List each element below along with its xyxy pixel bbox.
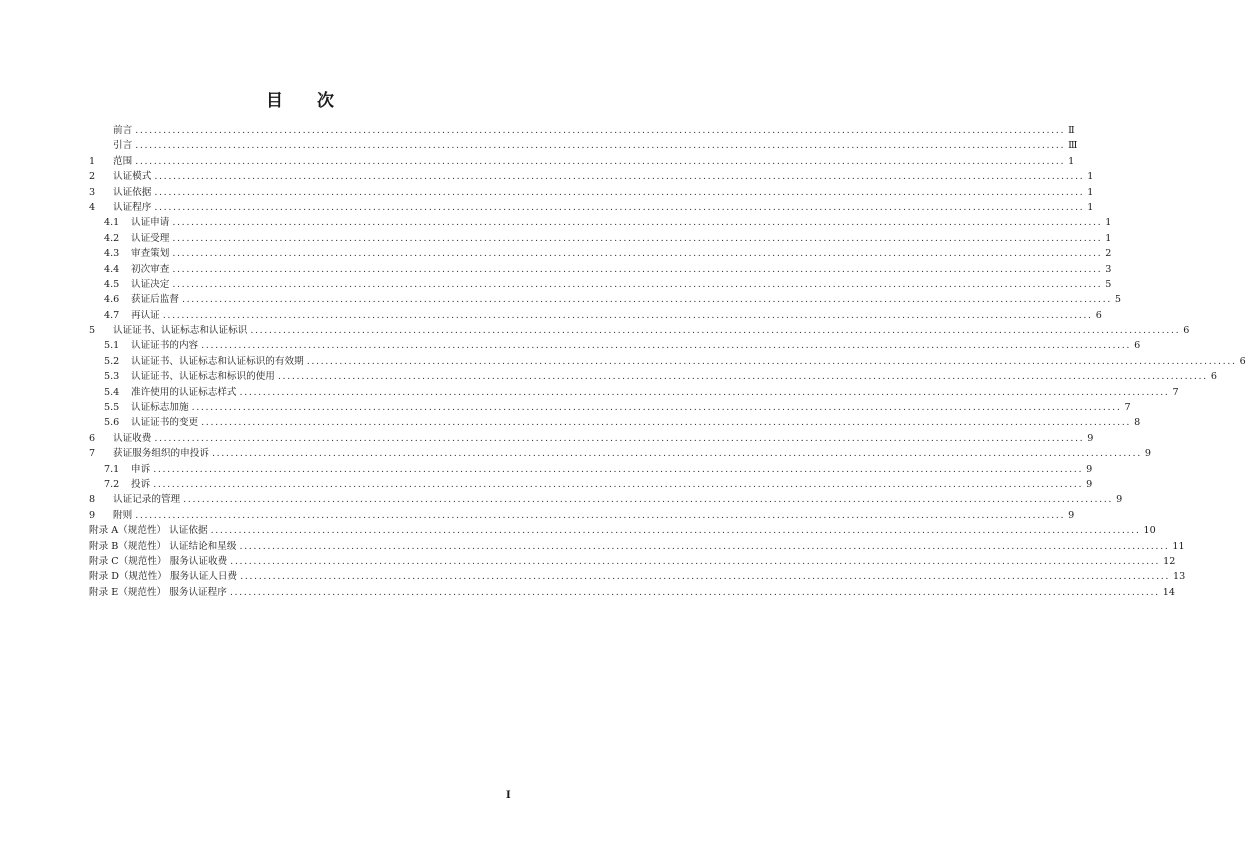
toc-dot-leader: ........................................................................................................................................................................................................ bbox=[211, 448, 1142, 460]
toc-entry[interactable] bbox=[89, 523, 1156, 538]
toc-entry-number: 4.5 bbox=[104, 278, 120, 290]
toc-dot-leader: ........................................................................................................................................................................................................ bbox=[172, 263, 1103, 275]
toc-entry-label: 审查策划 bbox=[131, 248, 170, 260]
toc-entry-number: 5.1 bbox=[104, 340, 120, 352]
toc-entry-page: 6 bbox=[1183, 325, 1190, 337]
toc-entry[interactable] bbox=[89, 539, 1185, 554]
toc-dot-leader: ........................................................................................................................................................................................................ bbox=[172, 248, 1103, 260]
toc-entry[interactable] bbox=[89, 154, 1075, 169]
toc-entry-label: 投诉 bbox=[131, 478, 151, 490]
toc-entry-page: 6 bbox=[1134, 340, 1141, 352]
toc-entry[interactable] bbox=[89, 569, 1186, 584]
toc-entry-page: 13 bbox=[1173, 571, 1186, 583]
toc-entry[interactable] bbox=[89, 446, 1151, 461]
toc-entry-label: 认证依据 bbox=[113, 186, 152, 198]
toc-entry-number: 3 bbox=[89, 186, 96, 198]
toc-entry[interactable] bbox=[89, 231, 1112, 246]
toc-entry[interactable] bbox=[89, 385, 1179, 400]
toc-entry-page: 9 bbox=[1116, 494, 1123, 506]
toc-dot-leader: ........................................................................................................................................................................................................ bbox=[240, 571, 1171, 583]
toc-entry[interactable] bbox=[89, 462, 1093, 477]
toc-entry-label: 认证模式 bbox=[113, 171, 152, 183]
toc-entry[interactable] bbox=[89, 338, 1141, 353]
toc-entry[interactable] bbox=[89, 123, 1075, 138]
toc-dot-leader: ........................................................................................................................................................................................................ bbox=[135, 124, 1066, 136]
toc-entry-page: 7 bbox=[1124, 402, 1131, 414]
toc-entry[interactable] bbox=[89, 277, 1112, 292]
toc-entry-page: 6 bbox=[1095, 309, 1102, 321]
toc-entry-label: 附录 D（规范性） 服务认证人日费 bbox=[89, 571, 238, 583]
toc-entry-page: 6 bbox=[1239, 355, 1246, 367]
toc-entry-label: 前言 bbox=[113, 124, 133, 136]
toc-dot-leader: ........................................................................................................................................................................................................ bbox=[201, 340, 1132, 352]
toc-entry-label: 再认证 bbox=[131, 309, 160, 321]
toc-entry[interactable] bbox=[89, 138, 1078, 153]
toc-entry-label: 获证服务组织的申投诉 bbox=[113, 448, 209, 460]
toc-entry-number: 7.1 bbox=[104, 463, 120, 475]
toc-entry-number: 9 bbox=[89, 509, 96, 521]
toc-entry[interactable] bbox=[89, 585, 1175, 600]
toc-entry-page: 1 bbox=[1105, 232, 1112, 244]
toc-entry-number: 5.5 bbox=[104, 402, 120, 414]
toc-entry-label: 准许使用的认证标志样式 bbox=[131, 386, 237, 398]
toc-entry-page: 11 bbox=[1172, 540, 1185, 552]
toc-entry[interactable] bbox=[89, 262, 1112, 277]
toc-entry-page: 9 bbox=[1086, 463, 1093, 475]
toc-entry-label: 认证程序 bbox=[113, 201, 152, 213]
toc-entry-number: 5 bbox=[89, 325, 96, 337]
toc-entry[interactable] bbox=[89, 400, 1131, 415]
toc-entry-page: 10 bbox=[1143, 525, 1156, 537]
toc-entry[interactable] bbox=[89, 308, 1102, 323]
toc-entry-number: 1 bbox=[89, 155, 96, 167]
toc-entry-number: 5.2 bbox=[104, 355, 120, 367]
toc-entry-number: 7.2 bbox=[104, 478, 120, 490]
toc-entry-number: 4.2 bbox=[104, 232, 120, 244]
toc-entry-label: 初次审查 bbox=[131, 263, 170, 275]
toc-entry-page: 8 bbox=[1134, 417, 1141, 429]
toc-entry-page: Ⅲ bbox=[1068, 140, 1078, 152]
toc-entry-label: 认证记录的管理 bbox=[113, 494, 181, 506]
toc-entry-page: 9 bbox=[1086, 478, 1093, 490]
toc-dot-leader: ........................................................................................................................................................................................................ bbox=[239, 540, 1170, 552]
page-title: 目 次 bbox=[266, 91, 348, 111]
toc-entry-number: 4 bbox=[89, 201, 96, 213]
toc-entry-page: Ⅱ bbox=[1068, 124, 1075, 136]
toc-entry-page: 3 bbox=[1105, 263, 1112, 275]
toc-dot-leader: ........................................................................................................................................................................................................ bbox=[183, 494, 1114, 506]
toc-dot-leader: ........................................................................................................................................................................................................ bbox=[154, 186, 1085, 198]
toc-entry[interactable] bbox=[89, 415, 1141, 430]
toc-entry-label: 认证决定 bbox=[131, 278, 170, 290]
toc-entry-page: 9 bbox=[1068, 509, 1075, 521]
toc-dot-leader: ........................................................................................................................................................................................................ bbox=[172, 217, 1103, 229]
toc-dot-leader: ........................................................................................................................................................................................................ bbox=[153, 478, 1084, 490]
toc-entry-number: 5.4 bbox=[104, 386, 120, 398]
toc-entry[interactable] bbox=[89, 323, 1190, 338]
toc-entry-number: 4.3 bbox=[104, 248, 120, 260]
toc-entry-number: 4.6 bbox=[104, 294, 120, 306]
toc-dot-leader: ........................................................................................................................................................................................................ bbox=[154, 432, 1085, 444]
toc-entry[interactable] bbox=[89, 215, 1112, 230]
toc-dot-leader: ........................................................................................................................................................................................................ bbox=[306, 355, 1237, 367]
toc-dot-leader: ........................................................................................................................................................................................................ bbox=[135, 509, 1066, 521]
toc-entry-number: 5.3 bbox=[104, 371, 120, 383]
toc-entry-label: 附录 E（规范性） 服务认证程序 bbox=[89, 586, 227, 598]
toc-entry-page: 14 bbox=[1162, 586, 1175, 598]
toc-entry-page: 7 bbox=[1172, 386, 1179, 398]
toc-entry-page: 6 bbox=[1210, 371, 1217, 383]
toc-entry-number: 4.4 bbox=[104, 263, 120, 275]
table-of-contents bbox=[89, 123, 1246, 600]
toc-dot-leader: ........................................................................................................................................................................................................ bbox=[181, 294, 1112, 306]
toc-dot-leader: ........................................................................................................................................................................................................ bbox=[277, 371, 1208, 383]
toc-entry-page: 5 bbox=[1105, 278, 1112, 290]
toc-entry-number: 6 bbox=[89, 432, 96, 444]
toc-entry-page: 1 bbox=[1068, 155, 1075, 167]
toc-entry[interactable] bbox=[89, 185, 1094, 200]
toc-entry-number: 7 bbox=[89, 448, 96, 460]
toc-entry[interactable] bbox=[89, 431, 1094, 446]
toc-entry-label: 范围 bbox=[113, 155, 133, 167]
toc-entry-label: 认证收费 bbox=[113, 432, 152, 444]
toc-entry[interactable] bbox=[89, 169, 1094, 184]
page-number: I bbox=[506, 790, 511, 801]
toc-entry[interactable] bbox=[89, 554, 1176, 569]
toc-entry-number: 2 bbox=[89, 171, 96, 183]
toc-entry-number: 4.1 bbox=[104, 217, 120, 229]
toc-dot-leader: ........................................................................................................................................................................................................ bbox=[201, 417, 1132, 429]
toc-entry-page: 1 bbox=[1087, 171, 1094, 183]
toc-dot-leader: ........................................................................................................................................................................................................ bbox=[172, 232, 1103, 244]
toc-entry-label: 附录 B（规范性） 认证结论和星级 bbox=[89, 540, 237, 552]
toc-entry-label: 认证标志加施 bbox=[131, 402, 189, 414]
toc-entry-label: 认证证书的变更 bbox=[131, 417, 199, 429]
toc-entry[interactable] bbox=[89, 200, 1094, 215]
toc-entry-label: 申诉 bbox=[131, 463, 151, 475]
toc-entry[interactable] bbox=[89, 246, 1112, 261]
toc-dot-leader: ........................................................................................................................................................................................................ bbox=[250, 325, 1181, 337]
toc-entry-page: 1 bbox=[1087, 186, 1094, 198]
toc-entry-label: 认证证书、认证标志和认证标识 bbox=[113, 325, 248, 337]
toc-entry-label: 认证证书、认证标志和认证标识的有效期 bbox=[131, 355, 304, 367]
toc-entry[interactable] bbox=[89, 477, 1093, 492]
toc-entry-label: 附录 C（规范性） 服务认证收费 bbox=[89, 555, 228, 567]
toc-entry[interactable] bbox=[89, 369, 1217, 384]
toc-entry-number: 5.6 bbox=[104, 417, 120, 429]
toc-entry-page: 9 bbox=[1087, 432, 1094, 444]
toc-entry-page: 2 bbox=[1105, 248, 1112, 260]
toc-dot-leader: ........................................................................................................................................................................................................ bbox=[239, 386, 1170, 398]
toc-entry[interactable] bbox=[89, 508, 1075, 523]
toc-dot-leader: ........................................................................................................................................................................................................ bbox=[191, 402, 1122, 414]
toc-entry-page: 1 bbox=[1087, 201, 1094, 213]
toc-entry[interactable] bbox=[89, 354, 1246, 369]
toc-entry-label: 认证证书、认证标志和标识的使用 bbox=[131, 371, 275, 383]
toc-entry-page: 1 bbox=[1105, 217, 1112, 229]
toc-dot-leader: ........................................................................................................................................................................................................ bbox=[135, 140, 1066, 152]
toc-entry-label: 获证后监督 bbox=[131, 294, 179, 306]
toc-entry-label: 附录 A（规范性） 认证依据 bbox=[89, 525, 208, 537]
toc-entry[interactable] bbox=[89, 492, 1123, 507]
toc-dot-leader: ........................................................................................................................................................................................................ bbox=[153, 463, 1084, 475]
toc-entry-number: 4.7 bbox=[104, 309, 120, 321]
toc-entry-label: 引言 bbox=[113, 140, 133, 152]
toc-entry-label: 认证申请 bbox=[131, 217, 170, 229]
toc-dot-leader: ........................................................................................................................................................................................................ bbox=[154, 171, 1085, 183]
toc-entry-label: 附则 bbox=[113, 509, 133, 521]
toc-entry-page: 5 bbox=[1114, 294, 1121, 306]
toc-entry[interactable] bbox=[89, 292, 1121, 307]
toc-entry-page: 9 bbox=[1144, 448, 1151, 460]
toc-dot-leader: ........................................................................................................................................................................................................ bbox=[162, 309, 1093, 321]
toc-dot-leader: ........................................................................................................................................................................................................ bbox=[229, 586, 1160, 598]
toc-dot-leader: ........................................................................................................................................................................................................ bbox=[230, 555, 1161, 567]
toc-dot-leader: ........................................................................................................................................................................................................ bbox=[210, 525, 1141, 537]
toc-entry-number: 8 bbox=[89, 494, 96, 506]
toc-dot-leader: ........................................................................................................................................................................................................ bbox=[135, 155, 1066, 167]
toc-entry-label: 认证受理 bbox=[131, 232, 170, 244]
toc-entry-page: 12 bbox=[1163, 555, 1176, 567]
toc-entry-label: 认证证书的内容 bbox=[131, 340, 199, 352]
toc-dot-leader: ........................................................................................................................................................................................................ bbox=[172, 278, 1103, 290]
toc-dot-leader: ........................................................................................................................................................................................................ bbox=[154, 201, 1085, 213]
